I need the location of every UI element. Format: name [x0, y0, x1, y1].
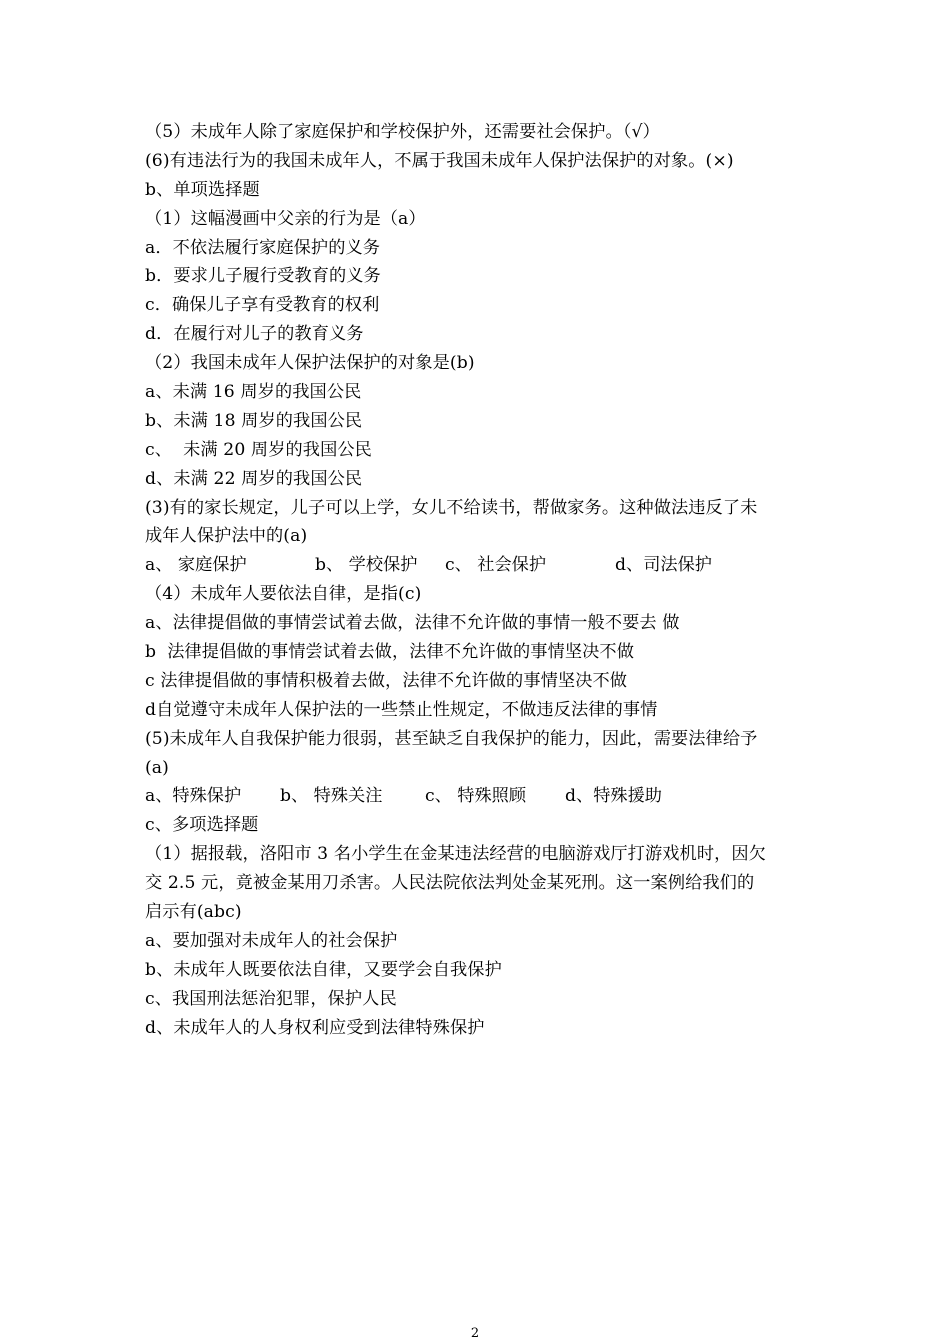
- text-line: (6)有违法行为的我国未成年人，不属于我国未成年人保护法保护的对象。(×): [145, 150, 734, 171]
- document-body: [145, 118, 825, 1043]
- question: （4）未成年人要依法自律，是指(c): [145, 584, 422, 605]
- option: b 法律提倡做的事情尝试着去做，法律不允许做的事情坚决不做: [145, 642, 634, 663]
- option: b、 学校保护: [315, 555, 418, 576]
- options-row: [145, 782, 825, 811]
- question: （1）这幅漫画中父亲的行为是（a）: [145, 208, 426, 229]
- option: d、司法保护: [615, 555, 712, 576]
- question: （2）我国未成年人保护法保护的对象是(b): [145, 353, 475, 374]
- section-heading: c、多项选择题: [145, 815, 259, 836]
- option: c、我国刑法惩治犯罪，保护人民: [145, 988, 397, 1009]
- option: a、要加强对未成年人的社会保护: [145, 930, 398, 951]
- option: a、特殊保护: [145, 786, 242, 807]
- option: a、法律提倡做的事情尝试着去做，法律不允许做的事情一般不要去 做: [145, 613, 680, 634]
- option: b．要求儿子履行受教育的义务: [145, 266, 381, 287]
- section-heading: b、单项选择题: [145, 179, 260, 200]
- option: c、 未满 20 周岁的我国公民: [145, 439, 372, 460]
- option: d自觉遵守未成年人保护法的一些禁止性规定，不做违反法律的事情: [145, 699, 658, 720]
- question: 成年人保护法中的(a): [145, 526, 308, 547]
- option: b、未满 18 周岁的我国公民: [145, 410, 363, 431]
- question: 启示有(abc): [145, 902, 242, 923]
- option: d．在履行对儿子的教育义务: [145, 324, 364, 345]
- option: a、未满 16 周岁的我国公民: [145, 382, 362, 403]
- option: b、 特殊关注: [280, 786, 383, 807]
- option: d、特殊援助: [565, 786, 662, 807]
- option: a、 家庭保护: [145, 555, 247, 576]
- page-number: 2: [470, 1326, 480, 1341]
- option: c 法律提倡做的事情积极着去做，法律不允许做的事情坚决不做: [145, 670, 628, 691]
- option: d、未满 22 周岁的我国公民: [145, 468, 363, 489]
- option: c、 特殊照顾: [425, 786, 527, 807]
- option: d、未成年人的人身权利应受到法律特殊保护: [145, 1017, 485, 1038]
- option: b、未成年人既要依法自律，又要学会自我保护: [145, 959, 502, 980]
- option: c、 社会保护: [445, 555, 547, 576]
- question: (3)有的家长规定，儿子可以上学，女儿不给读书，帮做家务。这种做法违反了未: [145, 497, 758, 518]
- options-row: [145, 551, 825, 580]
- question: (a): [145, 757, 169, 778]
- question: 交 2.5 元，竟被金某用刀杀害。人民法院依法判处金某死刑。这一案例给我们的: [145, 873, 755, 894]
- option: c．确保儿子享有受教育的权利: [145, 295, 380, 316]
- question: (5)未成年人自我保护能力很弱，甚至缺乏自我保护的能力，因此，需要法律给予: [145, 728, 758, 749]
- option: a．不依法履行家庭保护的义务: [145, 237, 381, 258]
- text-line: （5）未成年人除了家庭保护和学校保护外，还需要社会保护。（√）: [145, 122, 660, 142]
- question: （1）据报载，洛阳市 3 名小学生在金某违法经营的电脑游戏厅打游戏机时，因欠: [145, 844, 766, 865]
